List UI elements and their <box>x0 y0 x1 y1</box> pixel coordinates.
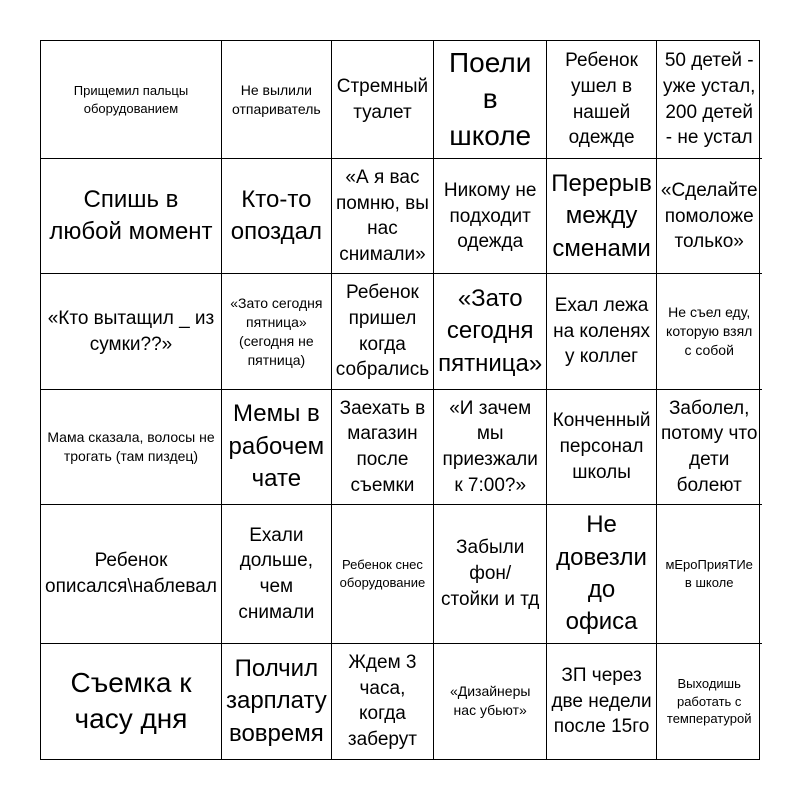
bingo-cell-text: «Дизайнеры нас убьют» <box>449 683 531 719</box>
bingo-cell[interactable] <box>222 390 332 505</box>
bingo-cell-text: Поели в школе <box>449 47 532 151</box>
bingo-cell[interactable] <box>41 41 222 159</box>
bingo-cell[interactable] <box>434 159 547 274</box>
bingo-cell[interactable] <box>547 274 657 389</box>
bingo-cell[interactable] <box>547 159 657 274</box>
bingo-cell[interactable] <box>657 159 762 274</box>
bingo-cell[interactable] <box>222 159 332 274</box>
bingo-cell-text: Не довезли до офиса <box>556 511 647 636</box>
bingo-cell-text: Ребенок описался\наблевал <box>45 550 217 597</box>
bingo-cell[interactable] <box>222 41 332 159</box>
bingo-cell-text: «Зато сегодня пятница» <box>438 285 543 377</box>
bingo-cell-text: мЕроПрияТИе в школе <box>665 557 753 590</box>
bingo-cell-text: Ждем 3 часа, когда заберут <box>347 652 417 750</box>
bingo-cell[interactable] <box>434 505 547 644</box>
bingo-cell-text: Забыли фон/ стойки и тд <box>440 537 540 610</box>
bingo-cell[interactable] <box>657 644 762 759</box>
bingo-cell[interactable] <box>434 41 547 159</box>
bingo-cell[interactable] <box>547 41 657 159</box>
bingo-cell-text: Ехали дольше, чем снимали <box>238 524 315 623</box>
bingo-cell[interactable] <box>41 390 222 505</box>
bingo-cell-text: «Зато сегодня пятница» (сегодня не пятница) <box>230 294 323 368</box>
bingo-cell[interactable] <box>41 274 222 389</box>
bingo-cell[interactable] <box>547 390 657 505</box>
bingo-cell[interactable] <box>547 505 657 644</box>
bingo-cell-text: Перерыв между сменами <box>551 169 652 262</box>
bingo-cell-text: Мемы в рабочем чате <box>228 400 325 493</box>
bingo-cell[interactable] <box>657 505 762 644</box>
bingo-cell[interactable] <box>332 390 434 505</box>
bingo-cell-text: Ребенок снес оборудование <box>339 557 426 590</box>
bingo-cell[interactable] <box>222 644 332 759</box>
bingo-cell-text: Выходишь работать с температурой <box>666 676 752 727</box>
bingo-cell-text: ЗП через две недели после 15го <box>551 664 652 738</box>
bingo-cell-text: Заболел, потому что дети болеют <box>660 397 758 496</box>
bingo-cell-text: Полчил зарплату вовремя <box>225 654 327 747</box>
bingo-cell-text: Спишь в любой момент <box>49 185 213 246</box>
bingo-cell-text: Ребенок пришел когда собрались <box>335 282 430 381</box>
bingo-cell[interactable] <box>222 274 332 389</box>
bingo-cell-text: Съемка к часу дня <box>70 666 192 735</box>
bingo-cell-text: Ехал лежа на коленях у коллег <box>553 295 651 368</box>
bingo-cell[interactable] <box>332 505 434 644</box>
bingo-cell-text: 50 детей - уже устал, 200 детей - не устал <box>662 50 756 149</box>
bingo-cell-text: Конченный персонал школы <box>552 410 651 483</box>
bingo-cell-text: «И зачем мы приезжали к 7:00?» <box>442 397 538 496</box>
bingo-cell[interactable] <box>332 644 434 759</box>
bingo-cell-text: Кто-то опоздал <box>230 185 322 246</box>
bingo-cell-text: Не вылили отпариватель <box>232 81 321 117</box>
bingo-cell[interactable] <box>222 505 332 644</box>
bingo-cell-text: «А я вас помню, вы нас снимали» <box>335 167 429 265</box>
bingo-cell[interactable] <box>332 274 434 389</box>
bingo-cell[interactable] <box>41 159 222 274</box>
bingo-cell-text: Никому не подходит одежда <box>443 179 537 253</box>
bingo-cell[interactable] <box>41 644 222 759</box>
bingo-cell[interactable] <box>434 390 547 505</box>
bingo-cell-text: Ребенок ушел в нашей одежде <box>565 50 638 149</box>
bingo-cell[interactable] <box>657 41 762 159</box>
bingo-cell[interactable] <box>434 274 547 389</box>
bingo-cell[interactable] <box>434 644 547 759</box>
bingo-cell-text: «Кто вытащил _ из сумки??» <box>47 308 215 355</box>
bingo-cell[interactable] <box>332 159 434 274</box>
bingo-cell[interactable] <box>547 644 657 759</box>
bingo-cell-text: Мама сказала, волосы не трогать (там пиздец) <box>47 429 215 464</box>
bingo-cell[interactable] <box>41 505 222 644</box>
bingo-cell-text: Не съел еду, которую взял с собой <box>666 304 753 359</box>
bingo-cell-text: Стремный туалет <box>336 75 429 123</box>
bingo-cell[interactable] <box>657 274 762 389</box>
bingo-cell[interactable] <box>657 390 762 505</box>
bingo-board <box>40 40 760 760</box>
bingo-cell-text: Заехать в магазин после съемки <box>339 397 426 496</box>
bingo-cell[interactable] <box>332 41 434 159</box>
bingo-cell-text: «Сделайте помоложе только» <box>660 179 758 253</box>
bingo-cell-text: Прищемил пальцы оборудованием <box>73 83 189 116</box>
